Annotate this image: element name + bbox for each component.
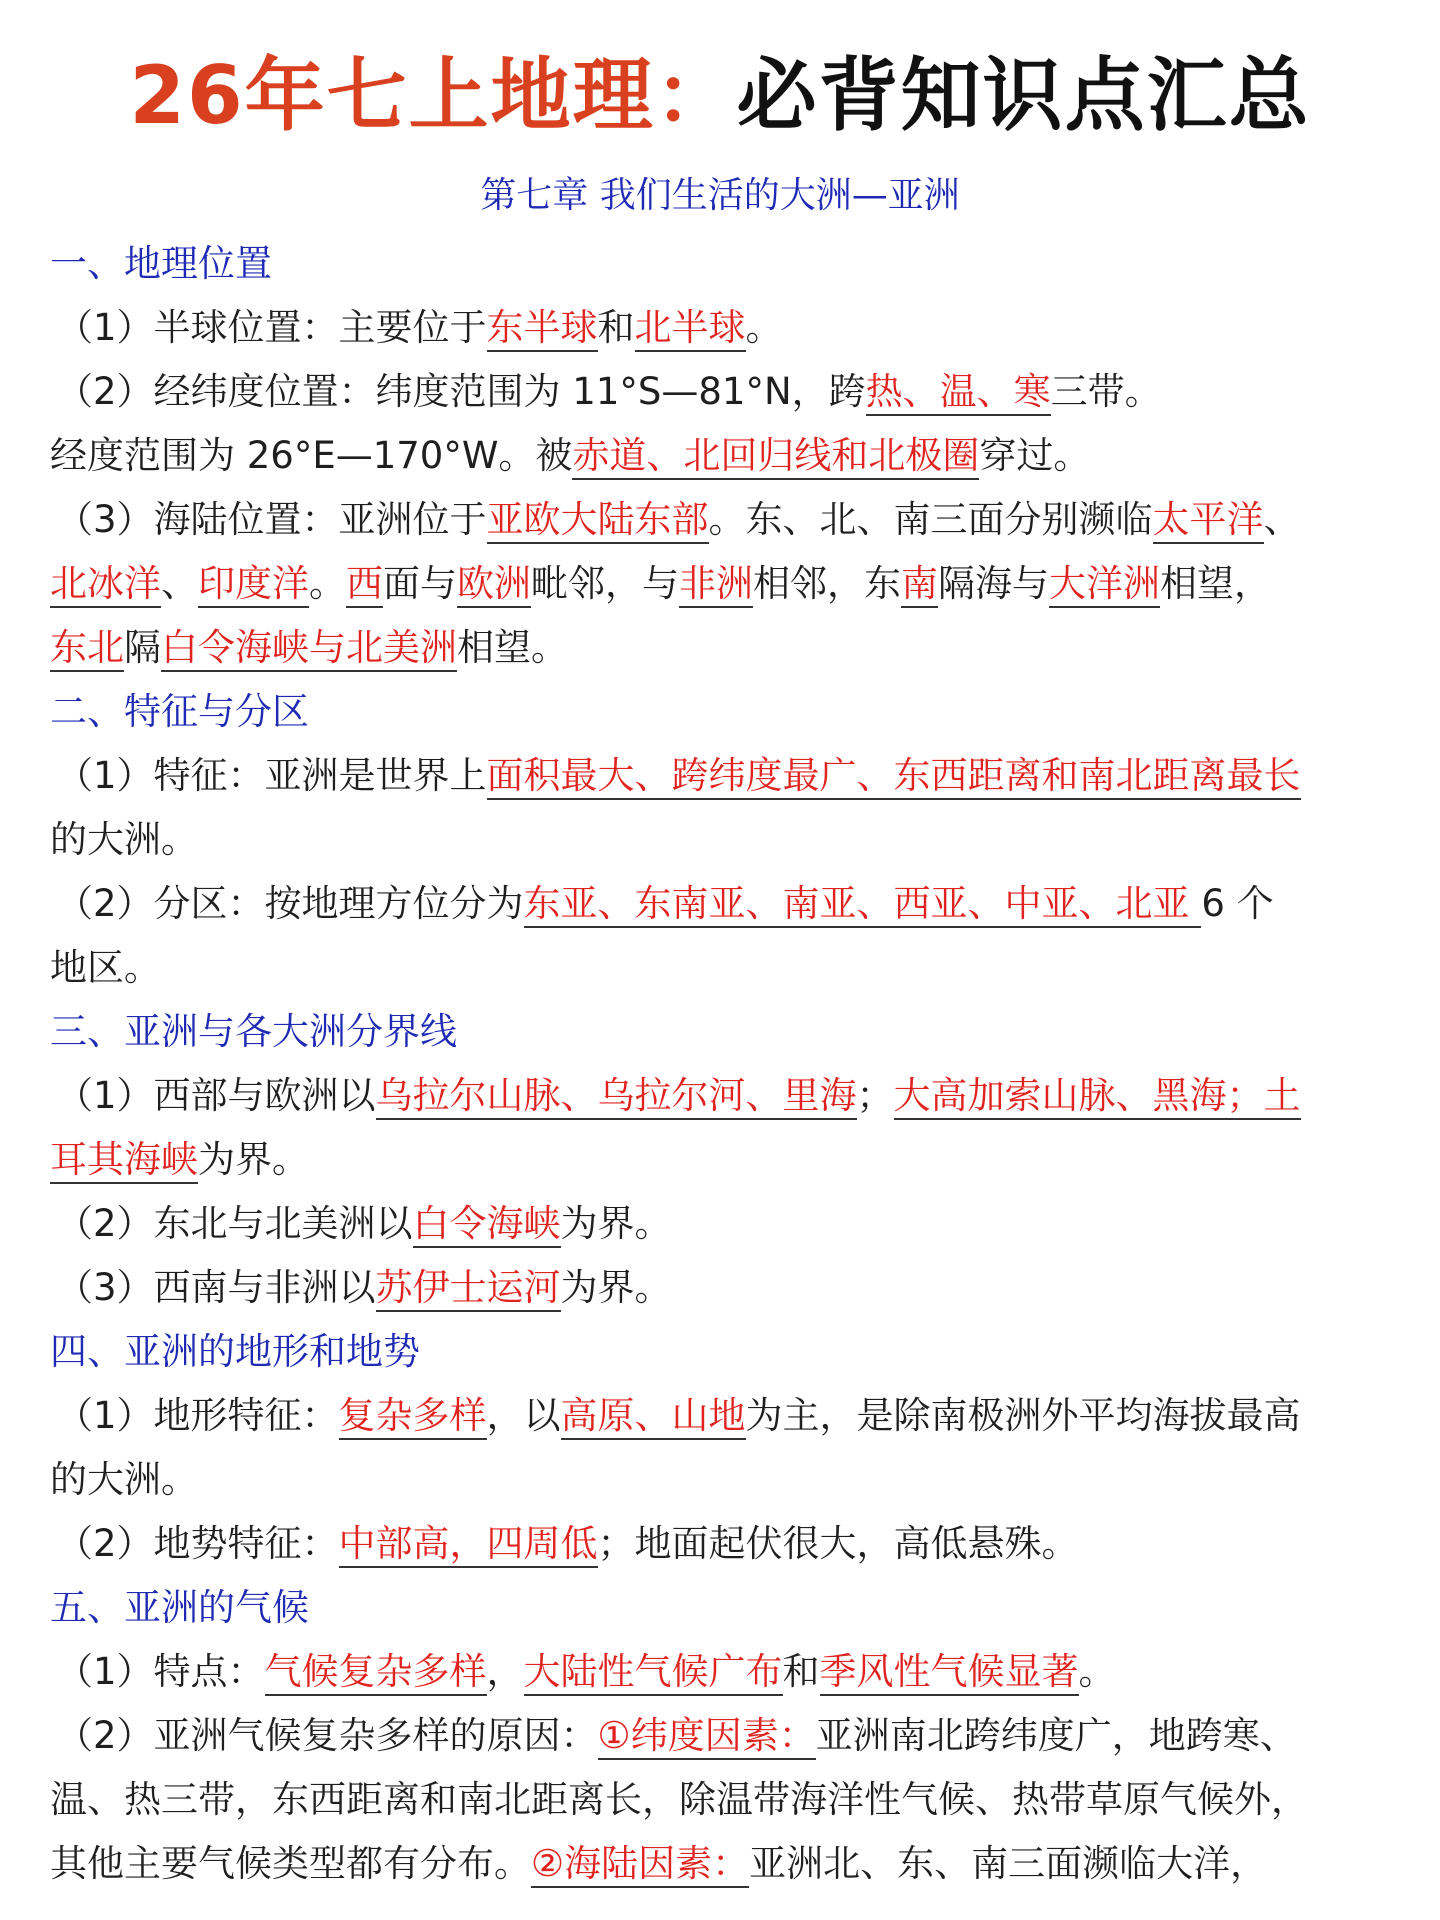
text-segment: （2）亚洲气候复杂多样的原因： <box>56 1714 598 1757</box>
text-segment: 和 <box>597 306 635 349</box>
notes-body <box>50 232 1412 1896</box>
text-line <box>50 1192 1412 1256</box>
text-segment: 6 个 <box>1201 882 1274 925</box>
text-segment: ；地面起伏很大，高低悬殊。 <box>597 1522 1079 1565</box>
text-segment: （2）经纬度位置：纬度范围为 11°S—81°N，跨 <box>56 370 866 413</box>
text-segment: 二、特征与分区 <box>50 690 309 733</box>
text-line <box>50 808 1412 872</box>
key-term: 大高加索山脉、黑海；土 <box>894 1074 1301 1120</box>
text-segment: ， <box>486 1650 524 1693</box>
key-term: 白令海峡与北美洲 <box>161 626 457 672</box>
key-term: 东北 <box>50 626 124 672</box>
text-line <box>50 872 1412 936</box>
text-line <box>50 1832 1412 1896</box>
text-segment: 相望， <box>1160 562 1271 605</box>
key-term: 西 <box>346 562 383 608</box>
key-term: 苏伊士运河 <box>376 1266 561 1312</box>
text-segment: 三带。 <box>1050 370 1162 413</box>
key-term: ①纬度因素： <box>598 1714 816 1760</box>
key-term: 面积最大、跨纬度最广、东西距离和南北距离最长 <box>487 754 1301 800</box>
page-title <box>0 0 1440 150</box>
text-segment: 。 <box>309 562 346 605</box>
text-segment: 。东、北、南三面分别濒临 <box>708 498 1153 541</box>
text-segment: （3）西南与非洲以 <box>56 1266 376 1309</box>
text-segment: 面与 <box>383 562 457 605</box>
text-segment: （1）西部与欧洲以 <box>56 1074 376 1117</box>
text-segment: 温、热三带，东西距离和南北距离长，除温带海洋性气候、热带草原气候外， <box>50 1778 1308 1821</box>
text-segment: 为界。 <box>560 1202 672 1245</box>
text-segment: （2）东北与北美洲以 <box>56 1202 413 1245</box>
text-segment: 经度范围为 26°E—170°W。被 <box>50 434 573 477</box>
key-term: 热、温、寒 <box>866 370 1051 416</box>
text-line <box>50 1448 1412 1512</box>
text-line <box>50 1704 1412 1768</box>
text-segment: 的大洲。 <box>50 1458 198 1501</box>
text-line <box>50 936 1412 1000</box>
text-line <box>50 552 1412 616</box>
text-segment: 其他主要气候类型都有分布。 <box>50 1842 531 1885</box>
text-segment: 五、亚洲的气候 <box>50 1586 309 1629</box>
section-heading <box>50 232 1412 296</box>
text-segment: 和 <box>782 1650 820 1693</box>
key-term: 太平洋 <box>1153 498 1264 544</box>
text-line <box>50 1128 1412 1192</box>
text-segment: （1）特点： <box>56 1650 265 1693</box>
key-term: 耳其海峡 <box>50 1138 198 1184</box>
chapter-title: 第七章 我们生活的大洲—亚洲 <box>480 175 960 216</box>
text-line <box>50 360 1412 424</box>
text-segment: （1）半球位置：主要位于 <box>56 306 487 349</box>
key-term: 高原、山地 <box>561 1394 746 1440</box>
text-line <box>50 1768 1412 1832</box>
text-segment: （2）分区：按地理方位分为 <box>56 882 524 925</box>
text-line <box>50 744 1412 808</box>
text-segment: 。 <box>745 306 783 349</box>
text-segment: 穿过。 <box>979 434 1091 477</box>
key-term: 大陆性气候广布 <box>524 1650 783 1696</box>
section-heading <box>50 680 1412 744</box>
text-segment: 毗邻，与 <box>531 562 679 605</box>
section-heading <box>50 1320 1412 1384</box>
text-segment: 亚洲北、东、南三面濒临大洋， <box>749 1842 1268 1885</box>
key-term: 乌拉尔山脉、乌拉尔河、里海 <box>376 1074 857 1120</box>
key-term: 北半球 <box>635 306 746 352</box>
section-heading <box>50 1000 1412 1064</box>
key-term: 气候复杂多样 <box>265 1650 487 1696</box>
key-term: 南 <box>901 562 938 608</box>
text-segment: （2）地势特征： <box>56 1522 339 1565</box>
key-term: 东亚、东南亚、南亚、西亚、中亚、北亚 <box>524 882 1202 928</box>
page-title-red-part: 26年七上地理： <box>129 49 737 142</box>
text-segment: 为界。 <box>198 1138 309 1181</box>
text-segment: ，以 <box>486 1394 561 1437</box>
text-segment: ； <box>856 1074 894 1117</box>
text-line <box>50 1640 1412 1704</box>
text-segment: 地区。 <box>50 946 161 989</box>
key-term: 季风性气候显著 <box>820 1650 1079 1696</box>
text-line <box>50 1512 1412 1576</box>
text-segment: 三、亚洲与各大洲分界线 <box>50 1010 457 1053</box>
key-term: ②海陆因素： <box>531 1842 749 1888</box>
text-segment: （3）海陆位置：亚洲位于 <box>56 498 487 541</box>
section-heading <box>50 1576 1412 1640</box>
text-segment: 的大洲。 <box>50 818 198 861</box>
key-term: 非洲 <box>679 562 753 608</box>
key-term: 欧洲 <box>457 562 531 608</box>
text-line <box>50 616 1412 680</box>
text-segment: 相邻，东 <box>753 562 901 605</box>
text-segment: 、 <box>1263 498 1301 541</box>
text-segment: 亚洲南北跨纬度广，地跨寒、 <box>815 1714 1297 1757</box>
page-title-black-part: 必背知识点汇总 <box>736 49 1311 142</box>
key-term: 大洋洲 <box>1049 562 1160 608</box>
text-segment: 为界。 <box>560 1266 672 1309</box>
text-line <box>50 1384 1412 1448</box>
text-segment: 一、地理位置 <box>50 242 272 285</box>
text-segment: 、 <box>161 562 198 605</box>
text-segment: 为主，是除南极洲外平均海拔最高 <box>745 1394 1301 1437</box>
text-segment: （1）特征：亚洲是世界上 <box>56 754 487 797</box>
text-line <box>50 424 1412 488</box>
text-segment: 四、亚洲的地形和地势 <box>50 1330 420 1373</box>
text-segment: 隔海与 <box>938 562 1049 605</box>
text-line <box>50 1256 1412 1320</box>
key-term: 复杂多样 <box>339 1394 487 1440</box>
text-segment: （1）地形特征： <box>56 1394 339 1437</box>
key-term: 赤道、北回归线和北极圈 <box>572 434 979 480</box>
text-segment: 隔 <box>124 626 161 669</box>
key-term: 中部高，四周低 <box>339 1522 598 1568</box>
key-term: 亚欧大陆东部 <box>487 498 709 544</box>
key-term: 白令海峡 <box>413 1202 561 1248</box>
text-line <box>50 1064 1412 1128</box>
key-term: 印度洋 <box>198 562 309 608</box>
text-segment: 。 <box>1078 1650 1116 1693</box>
text-segment: 相望。 <box>457 626 568 669</box>
text-line <box>50 488 1412 552</box>
key-term: 北冰洋 <box>50 562 161 608</box>
key-term: 东半球 <box>487 306 598 352</box>
text-line <box>50 296 1412 360</box>
